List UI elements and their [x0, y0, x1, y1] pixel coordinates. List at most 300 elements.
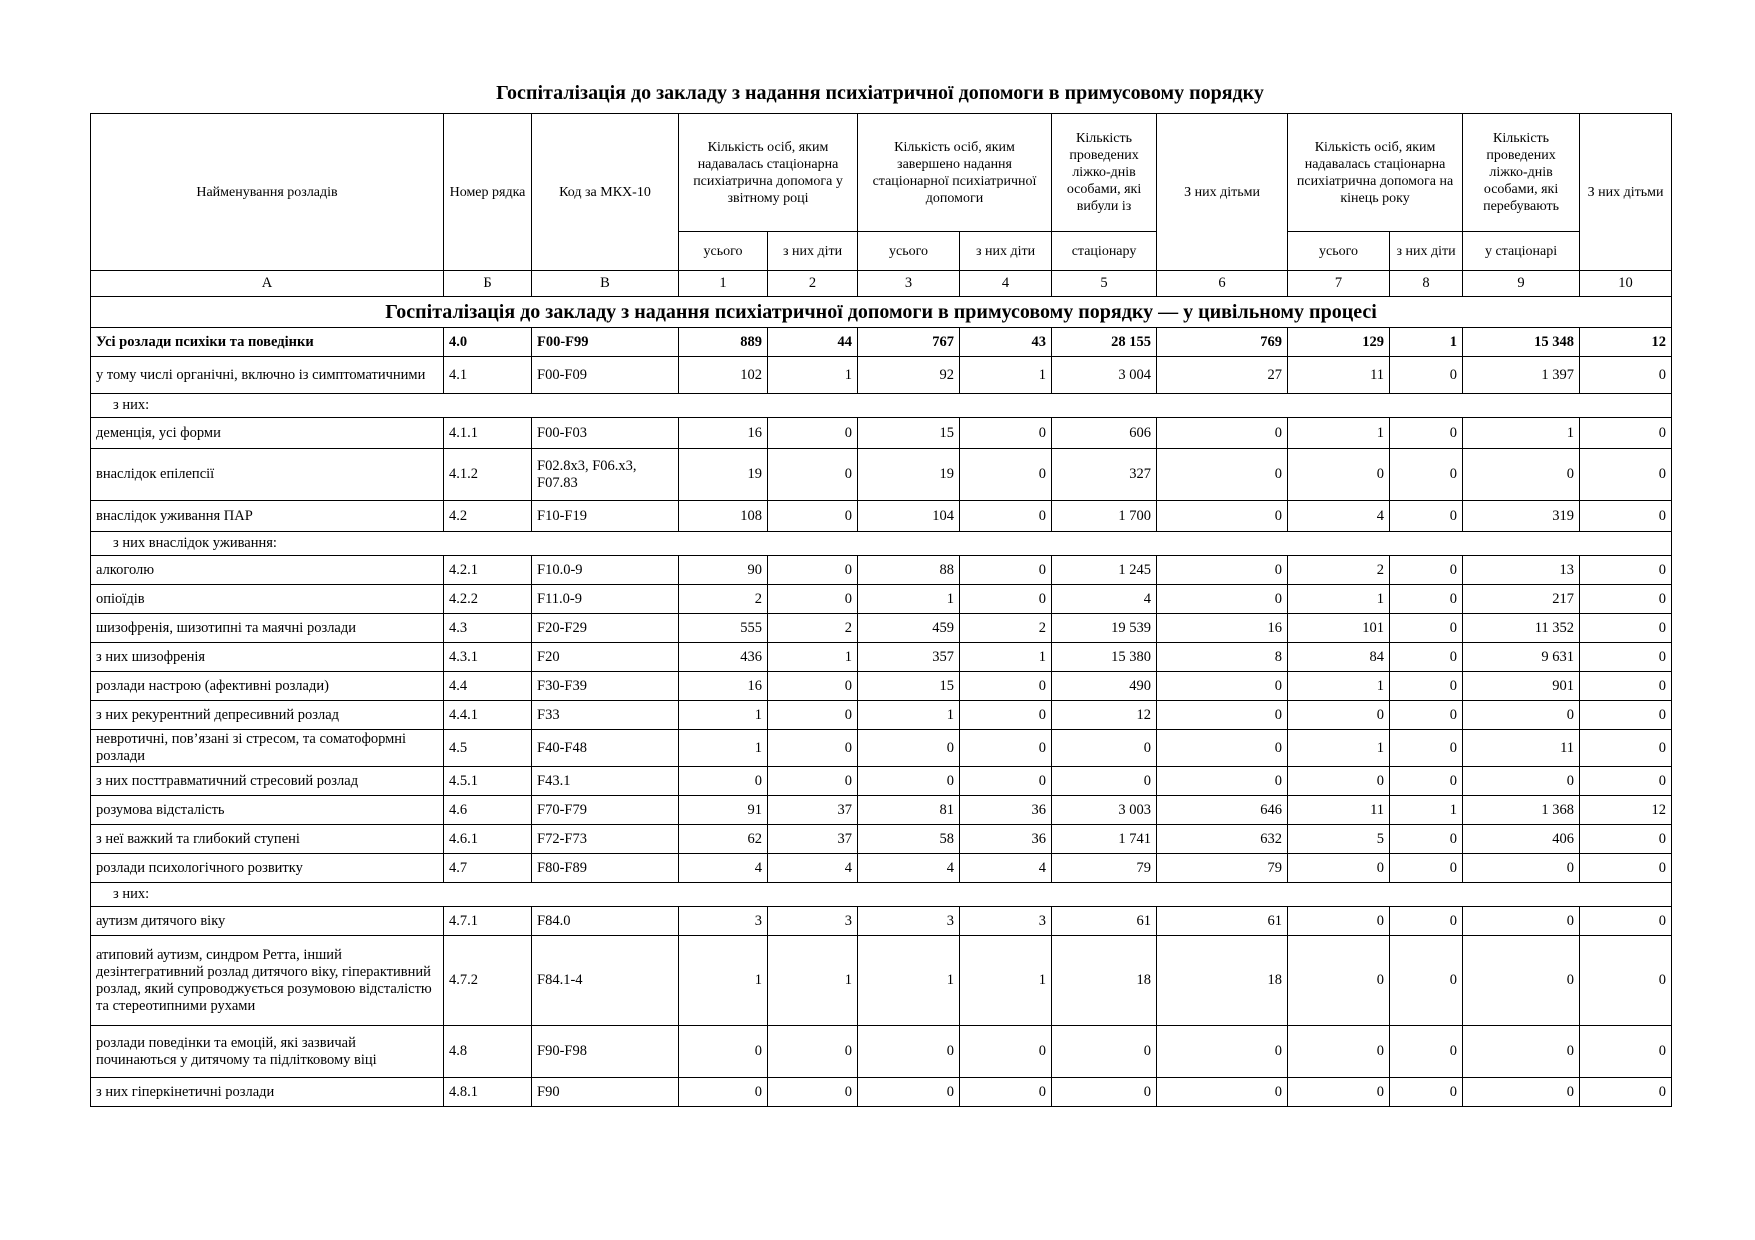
value-col-9: 1 397 [1463, 357, 1580, 394]
value-col-9: 9 631 [1463, 643, 1580, 672]
column-index: 3 [858, 271, 960, 297]
subheader-hospital: стаціонару [1052, 232, 1157, 271]
value-col-9: 0 [1463, 936, 1580, 1026]
value-col-10: 0 [1580, 585, 1672, 614]
value-col-1: 1 [679, 730, 768, 767]
value-col-1: 889 [679, 328, 768, 357]
table-row [91, 643, 1672, 672]
disorder-name: розлади настрою (афективні розлади) [91, 672, 444, 701]
row-number: 4.4.1 [444, 701, 532, 730]
table-row [91, 501, 1672, 532]
row-number: 4.2 [444, 501, 532, 532]
row-number: 4.6 [444, 796, 532, 825]
value-col-1: 0 [679, 1078, 768, 1107]
value-col-1: 62 [679, 825, 768, 854]
icd-code: F20-F29 [532, 614, 679, 643]
value-col-6: 18 [1157, 936, 1288, 1026]
value-col-4: 0 [960, 449, 1052, 501]
value-col-9: 13 [1463, 556, 1580, 585]
value-col-5: 327 [1052, 449, 1157, 501]
value-col-10: 0 [1580, 672, 1672, 701]
value-col-6: 0 [1157, 767, 1288, 796]
disorder-name: аутизм дитячого віку [91, 907, 444, 936]
value-col-5: 0 [1052, 767, 1157, 796]
value-col-2: 1 [768, 936, 858, 1026]
icd-code: F00-F09 [532, 357, 679, 394]
icd-code: F72-F73 [532, 825, 679, 854]
value-col-1: 0 [679, 1026, 768, 1078]
value-col-9: 0 [1463, 907, 1580, 936]
value-col-10: 0 [1580, 730, 1672, 767]
value-col-10: 0 [1580, 767, 1672, 796]
subheader-in-hospital: у стаціонарі [1463, 232, 1580, 271]
value-col-7: 0 [1288, 854, 1390, 883]
value-col-10: 0 [1580, 501, 1672, 532]
header-group-bed-days-current: Кількість проведених ліжко-днів особами, які перебувають [1463, 114, 1580, 232]
icd-code: F30-F39 [532, 672, 679, 701]
value-col-9: 0 [1463, 449, 1580, 501]
value-col-9: 0 [1463, 1078, 1580, 1107]
value-col-3: 459 [858, 614, 960, 643]
value-col-1: 1 [679, 936, 768, 1026]
value-col-6: 769 [1157, 328, 1288, 357]
value-col-3: 767 [858, 328, 960, 357]
value-col-3: 58 [858, 825, 960, 854]
value-col-10: 0 [1580, 357, 1672, 394]
value-col-10: 0 [1580, 701, 1672, 730]
value-col-10: 0 [1580, 1078, 1672, 1107]
row-number: 4.8 [444, 1026, 532, 1078]
subheader-children: з них діти [1390, 232, 1463, 271]
value-col-3: 104 [858, 501, 960, 532]
value-col-5: 1 700 [1052, 501, 1157, 532]
value-col-10: 0 [1580, 449, 1672, 501]
icd-code: F90-F98 [532, 1026, 679, 1078]
value-col-8: 0 [1390, 556, 1463, 585]
subheader-total: усього [1288, 232, 1390, 271]
value-col-4: 1 [960, 936, 1052, 1026]
value-col-5: 490 [1052, 672, 1157, 701]
value-col-7: 0 [1288, 1026, 1390, 1078]
value-col-5: 0 [1052, 1026, 1157, 1078]
value-col-4: 3 [960, 907, 1052, 936]
icd-code: F70-F79 [532, 796, 679, 825]
disorder-name: невротичні, пов’язані зі стресом, та соматоформні розлади [91, 730, 444, 767]
icd-code: F80-F89 [532, 854, 679, 883]
value-col-6: 27 [1157, 357, 1288, 394]
value-col-8: 1 [1390, 796, 1463, 825]
disorder-name: розлади поведінки та емоцій, які зазвичай починаються у дитячому та підлітковому віці [91, 1026, 444, 1078]
value-col-6: 0 [1157, 701, 1288, 730]
value-col-3: 0 [858, 1026, 960, 1078]
value-col-6: 79 [1157, 854, 1288, 883]
value-col-10: 0 [1580, 614, 1672, 643]
value-col-8: 0 [1390, 357, 1463, 394]
value-col-8: 0 [1390, 701, 1463, 730]
table-row [91, 767, 1672, 796]
value-col-9: 901 [1463, 672, 1580, 701]
disorder-name: внаслідок уживання ПАР [91, 501, 444, 532]
value-col-5: 606 [1052, 418, 1157, 449]
value-col-5: 3 004 [1052, 357, 1157, 394]
value-col-10: 0 [1580, 418, 1672, 449]
value-col-5: 1 741 [1052, 825, 1157, 854]
value-col-7: 5 [1288, 825, 1390, 854]
value-col-7: 129 [1288, 328, 1390, 357]
icd-code: F90 [532, 1078, 679, 1107]
value-col-5: 19 539 [1052, 614, 1157, 643]
value-col-2: 4 [768, 854, 858, 883]
value-col-3: 92 [858, 357, 960, 394]
value-col-3: 81 [858, 796, 960, 825]
subheading-label: з них: [91, 883, 1672, 907]
value-col-5: 28 155 [1052, 328, 1157, 357]
disorder-name: шизофренія, шизотипні та маячні розлади [91, 614, 444, 643]
value-col-6: 0 [1157, 418, 1288, 449]
value-col-4: 0 [960, 767, 1052, 796]
value-col-9: 11 352 [1463, 614, 1580, 643]
value-col-3: 0 [858, 767, 960, 796]
value-col-10: 0 [1580, 825, 1672, 854]
value-col-3: 357 [858, 643, 960, 672]
value-col-8: 0 [1390, 825, 1463, 854]
column-index: 8 [1390, 271, 1463, 297]
row-number: 4.0 [444, 328, 532, 357]
value-col-1: 19 [679, 449, 768, 501]
value-col-1: 91 [679, 796, 768, 825]
header-group-treated: Кількість осіб, яким надавалась стаціонарна психіатрична допомога у звітному році [679, 114, 858, 232]
value-col-2: 37 [768, 825, 858, 854]
value-col-4: 0 [960, 672, 1052, 701]
row-number: 4.1 [444, 357, 532, 394]
value-col-10: 0 [1580, 556, 1672, 585]
value-col-5: 1 245 [1052, 556, 1157, 585]
value-col-7: 0 [1288, 701, 1390, 730]
value-col-2: 0 [768, 585, 858, 614]
row-number: 4.6.1 [444, 825, 532, 854]
subheader-children: з них діти [960, 232, 1052, 271]
icd-code: F20 [532, 643, 679, 672]
value-col-8: 0 [1390, 936, 1463, 1026]
value-col-6: 0 [1157, 501, 1288, 532]
value-col-10: 0 [1580, 643, 1672, 672]
row-number: 4.3 [444, 614, 532, 643]
value-col-2: 0 [768, 418, 858, 449]
table-row [91, 907, 1672, 936]
page-title: Госпіталізація до закладу з надання психіатричної допомоги в примусовому порядку [496, 82, 1264, 104]
value-col-1: 90 [679, 556, 768, 585]
value-col-4: 2 [960, 614, 1052, 643]
value-col-4: 0 [960, 585, 1052, 614]
header-row-number: Номер рядка [444, 114, 532, 271]
value-col-6: 0 [1157, 585, 1288, 614]
value-col-8: 0 [1390, 767, 1463, 796]
value-col-4: 1 [960, 643, 1052, 672]
value-col-8: 0 [1390, 449, 1463, 501]
value-col-7: 1 [1288, 585, 1390, 614]
value-col-4: 4 [960, 854, 1052, 883]
value-col-4: 0 [960, 418, 1052, 449]
section-row [91, 297, 1672, 328]
value-col-7: 4 [1288, 501, 1390, 532]
value-col-8: 0 [1390, 672, 1463, 701]
disorder-name: з неї важкий та глибокий ступені [91, 825, 444, 854]
value-col-6: 0 [1157, 1026, 1288, 1078]
table-row [91, 328, 1672, 357]
value-col-1: 436 [679, 643, 768, 672]
table-row [91, 730, 1672, 767]
value-col-5: 0 [1052, 1078, 1157, 1107]
value-col-7: 0 [1288, 767, 1390, 796]
icd-code: F84.0 [532, 907, 679, 936]
value-col-5: 15 380 [1052, 643, 1157, 672]
value-col-8: 0 [1390, 585, 1463, 614]
value-col-3: 19 [858, 449, 960, 501]
row-number: 4.1.2 [444, 449, 532, 501]
icd-code: F40-F48 [532, 730, 679, 767]
column-index: 9 [1463, 271, 1580, 297]
column-index-row [91, 271, 1672, 297]
value-col-10: 0 [1580, 907, 1672, 936]
table-row [91, 936, 1672, 1026]
value-col-2: 0 [768, 767, 858, 796]
column-index: Б [444, 271, 532, 297]
value-col-10: 0 [1580, 1026, 1672, 1078]
value-col-2: 0 [768, 1026, 858, 1078]
row-number: 4.1.1 [444, 418, 532, 449]
value-col-4: 43 [960, 328, 1052, 357]
header-group-end-of-year: Кількість осіб, яким надавалась стаціонарна психіатрична допомога на кінець року [1288, 114, 1463, 232]
value-col-2: 44 [768, 328, 858, 357]
value-col-4: 0 [960, 1078, 1052, 1107]
value-col-8: 0 [1390, 501, 1463, 532]
row-number: 4.5.1 [444, 767, 532, 796]
value-col-7: 0 [1288, 907, 1390, 936]
value-col-5: 4 [1052, 585, 1157, 614]
value-col-2: 1 [768, 357, 858, 394]
table-row [91, 672, 1672, 701]
value-col-7: 0 [1288, 449, 1390, 501]
subheader-total: усього [679, 232, 768, 271]
value-col-8: 0 [1390, 418, 1463, 449]
value-col-1: 16 [679, 418, 768, 449]
value-col-3: 1 [858, 701, 960, 730]
value-col-7: 1 [1288, 418, 1390, 449]
column-index: 10 [1580, 271, 1672, 297]
icd-code: F10.0-9 [532, 556, 679, 585]
subheader-total: усього [858, 232, 960, 271]
value-col-1: 4 [679, 854, 768, 883]
value-col-5: 3 003 [1052, 796, 1157, 825]
disorder-name: розлади психологічного розвитку [91, 854, 444, 883]
row-number: 4.2.1 [444, 556, 532, 585]
table-row [91, 825, 1672, 854]
report-table [90, 113, 1672, 1107]
value-col-5: 12 [1052, 701, 1157, 730]
column-index: 4 [960, 271, 1052, 297]
value-col-4: 36 [960, 825, 1052, 854]
value-col-6: 61 [1157, 907, 1288, 936]
value-col-5: 0 [1052, 730, 1157, 767]
icd-code: F02.8x3, F06.x3, F07.83 [532, 449, 679, 501]
value-col-9: 0 [1463, 701, 1580, 730]
row-number: 4.3.1 [444, 643, 532, 672]
table-row [91, 701, 1672, 730]
value-col-10: 0 [1580, 854, 1672, 883]
icd-code: F00-F99 [532, 328, 679, 357]
value-col-2: 0 [768, 701, 858, 730]
header-name: Найменування розладів [91, 114, 444, 271]
value-col-9: 15 348 [1463, 328, 1580, 357]
value-col-7: 84 [1288, 643, 1390, 672]
value-col-4: 1 [960, 357, 1052, 394]
column-index: 1 [679, 271, 768, 297]
value-col-7: 11 [1288, 357, 1390, 394]
value-col-1: 108 [679, 501, 768, 532]
value-col-2: 0 [768, 449, 858, 501]
value-col-1: 555 [679, 614, 768, 643]
value-col-2: 2 [768, 614, 858, 643]
table-row [91, 449, 1672, 501]
column-index: 5 [1052, 271, 1157, 297]
value-col-9: 1 [1463, 418, 1580, 449]
value-col-2: 1 [768, 643, 858, 672]
value-col-1: 0 [679, 767, 768, 796]
value-col-3: 3 [858, 907, 960, 936]
value-col-7: 1 [1288, 730, 1390, 767]
row-number: 4.8.1 [444, 1078, 532, 1107]
disorder-name: з них рекурентний депресивний розлад [91, 701, 444, 730]
value-col-6: 8 [1157, 643, 1288, 672]
header-group-bed-days-discharged: Кількість проведених ліжко-днів особами, які вибули із [1052, 114, 1157, 232]
header-children-10: З них дітьми [1580, 114, 1672, 271]
value-col-2: 0 [768, 672, 858, 701]
header-icd-code: Код за МКХ-10 [532, 114, 679, 271]
subheader-children: з них діти [768, 232, 858, 271]
row-number: 4.4 [444, 672, 532, 701]
value-col-2: 0 [768, 730, 858, 767]
icd-code: F43.1 [532, 767, 679, 796]
value-col-6: 0 [1157, 1078, 1288, 1107]
subheading-row [91, 394, 1672, 418]
value-col-2: 0 [768, 1078, 858, 1107]
row-number: 4.7 [444, 854, 532, 883]
value-col-8: 0 [1390, 730, 1463, 767]
value-col-2: 3 [768, 907, 858, 936]
value-col-2: 0 [768, 556, 858, 585]
row-number: 4.7.2 [444, 936, 532, 1026]
value-col-4: 0 [960, 556, 1052, 585]
table-row [91, 614, 1672, 643]
value-col-8: 0 [1390, 614, 1463, 643]
value-col-6: 0 [1157, 449, 1288, 501]
disorder-name: Усі розлади психіки та поведінки [91, 328, 444, 357]
subheading-label: з них: [91, 394, 1672, 418]
value-col-1: 2 [679, 585, 768, 614]
value-col-1: 102 [679, 357, 768, 394]
value-col-8: 0 [1390, 1026, 1463, 1078]
column-index: 2 [768, 271, 858, 297]
value-col-3: 1 [858, 585, 960, 614]
disorder-name: розумова відсталість [91, 796, 444, 825]
value-col-7: 1 [1288, 672, 1390, 701]
value-col-3: 15 [858, 672, 960, 701]
value-col-8: 0 [1390, 907, 1463, 936]
value-col-6: 0 [1157, 672, 1288, 701]
table-body [91, 271, 1672, 1107]
value-col-7: 11 [1288, 796, 1390, 825]
value-col-9: 1 368 [1463, 796, 1580, 825]
value-col-4: 0 [960, 1026, 1052, 1078]
disorder-name: опіоїдів [91, 585, 444, 614]
value-col-10: 12 [1580, 328, 1672, 357]
icd-code: F33 [532, 701, 679, 730]
value-col-1: 1 [679, 701, 768, 730]
table-row [91, 1026, 1672, 1078]
icd-code: F11.0-9 [532, 585, 679, 614]
column-index: В [532, 271, 679, 297]
value-col-4: 0 [960, 501, 1052, 532]
value-col-6: 646 [1157, 796, 1288, 825]
column-index: А [91, 271, 444, 297]
column-index: 7 [1288, 271, 1390, 297]
value-col-8: 0 [1390, 643, 1463, 672]
value-col-2: 0 [768, 501, 858, 532]
row-number: 4.7.1 [444, 907, 532, 936]
table-row [91, 796, 1672, 825]
value-col-9: 11 [1463, 730, 1580, 767]
disorder-name: деменція, усі форми [91, 418, 444, 449]
icd-code: F00-F03 [532, 418, 679, 449]
value-col-6: 632 [1157, 825, 1288, 854]
value-col-3: 0 [858, 1078, 960, 1107]
row-number: 4.5 [444, 730, 532, 767]
value-col-3: 4 [858, 854, 960, 883]
value-col-8: 0 [1390, 854, 1463, 883]
value-col-8: 0 [1390, 1078, 1463, 1107]
disorder-name: з них гіперкінетичні розлади [91, 1078, 444, 1107]
value-col-9: 0 [1463, 767, 1580, 796]
value-col-9: 0 [1463, 854, 1580, 883]
value-col-9: 217 [1463, 585, 1580, 614]
value-col-4: 0 [960, 701, 1052, 730]
value-col-3: 15 [858, 418, 960, 449]
column-index: 6 [1157, 271, 1288, 297]
value-col-3: 1 [858, 936, 960, 1026]
subheading-row [91, 532, 1672, 556]
section-title: Госпіталізація до закладу з надання психіатричної допомоги в примусовому порядку — у цивільному процесі [91, 297, 1672, 328]
value-col-10: 0 [1580, 936, 1672, 1026]
value-col-5: 79 [1052, 854, 1157, 883]
value-col-10: 12 [1580, 796, 1672, 825]
icd-code: F10-F19 [532, 501, 679, 532]
value-col-1: 16 [679, 672, 768, 701]
value-col-6: 0 [1157, 556, 1288, 585]
table-row [91, 556, 1672, 585]
value-col-7: 2 [1288, 556, 1390, 585]
value-col-5: 18 [1052, 936, 1157, 1026]
subheading-row [91, 883, 1672, 907]
subheading-label: з них внаслідок уживання: [91, 532, 1672, 556]
row-number: 4.2.2 [444, 585, 532, 614]
value-col-3: 88 [858, 556, 960, 585]
value-col-1: 3 [679, 907, 768, 936]
value-col-6: 0 [1157, 730, 1288, 767]
value-col-5: 61 [1052, 907, 1157, 936]
disorder-name: з них посттравматичний стресовий розлад [91, 767, 444, 796]
value-col-7: 101 [1288, 614, 1390, 643]
header-children-6: З них дітьми [1157, 114, 1288, 271]
